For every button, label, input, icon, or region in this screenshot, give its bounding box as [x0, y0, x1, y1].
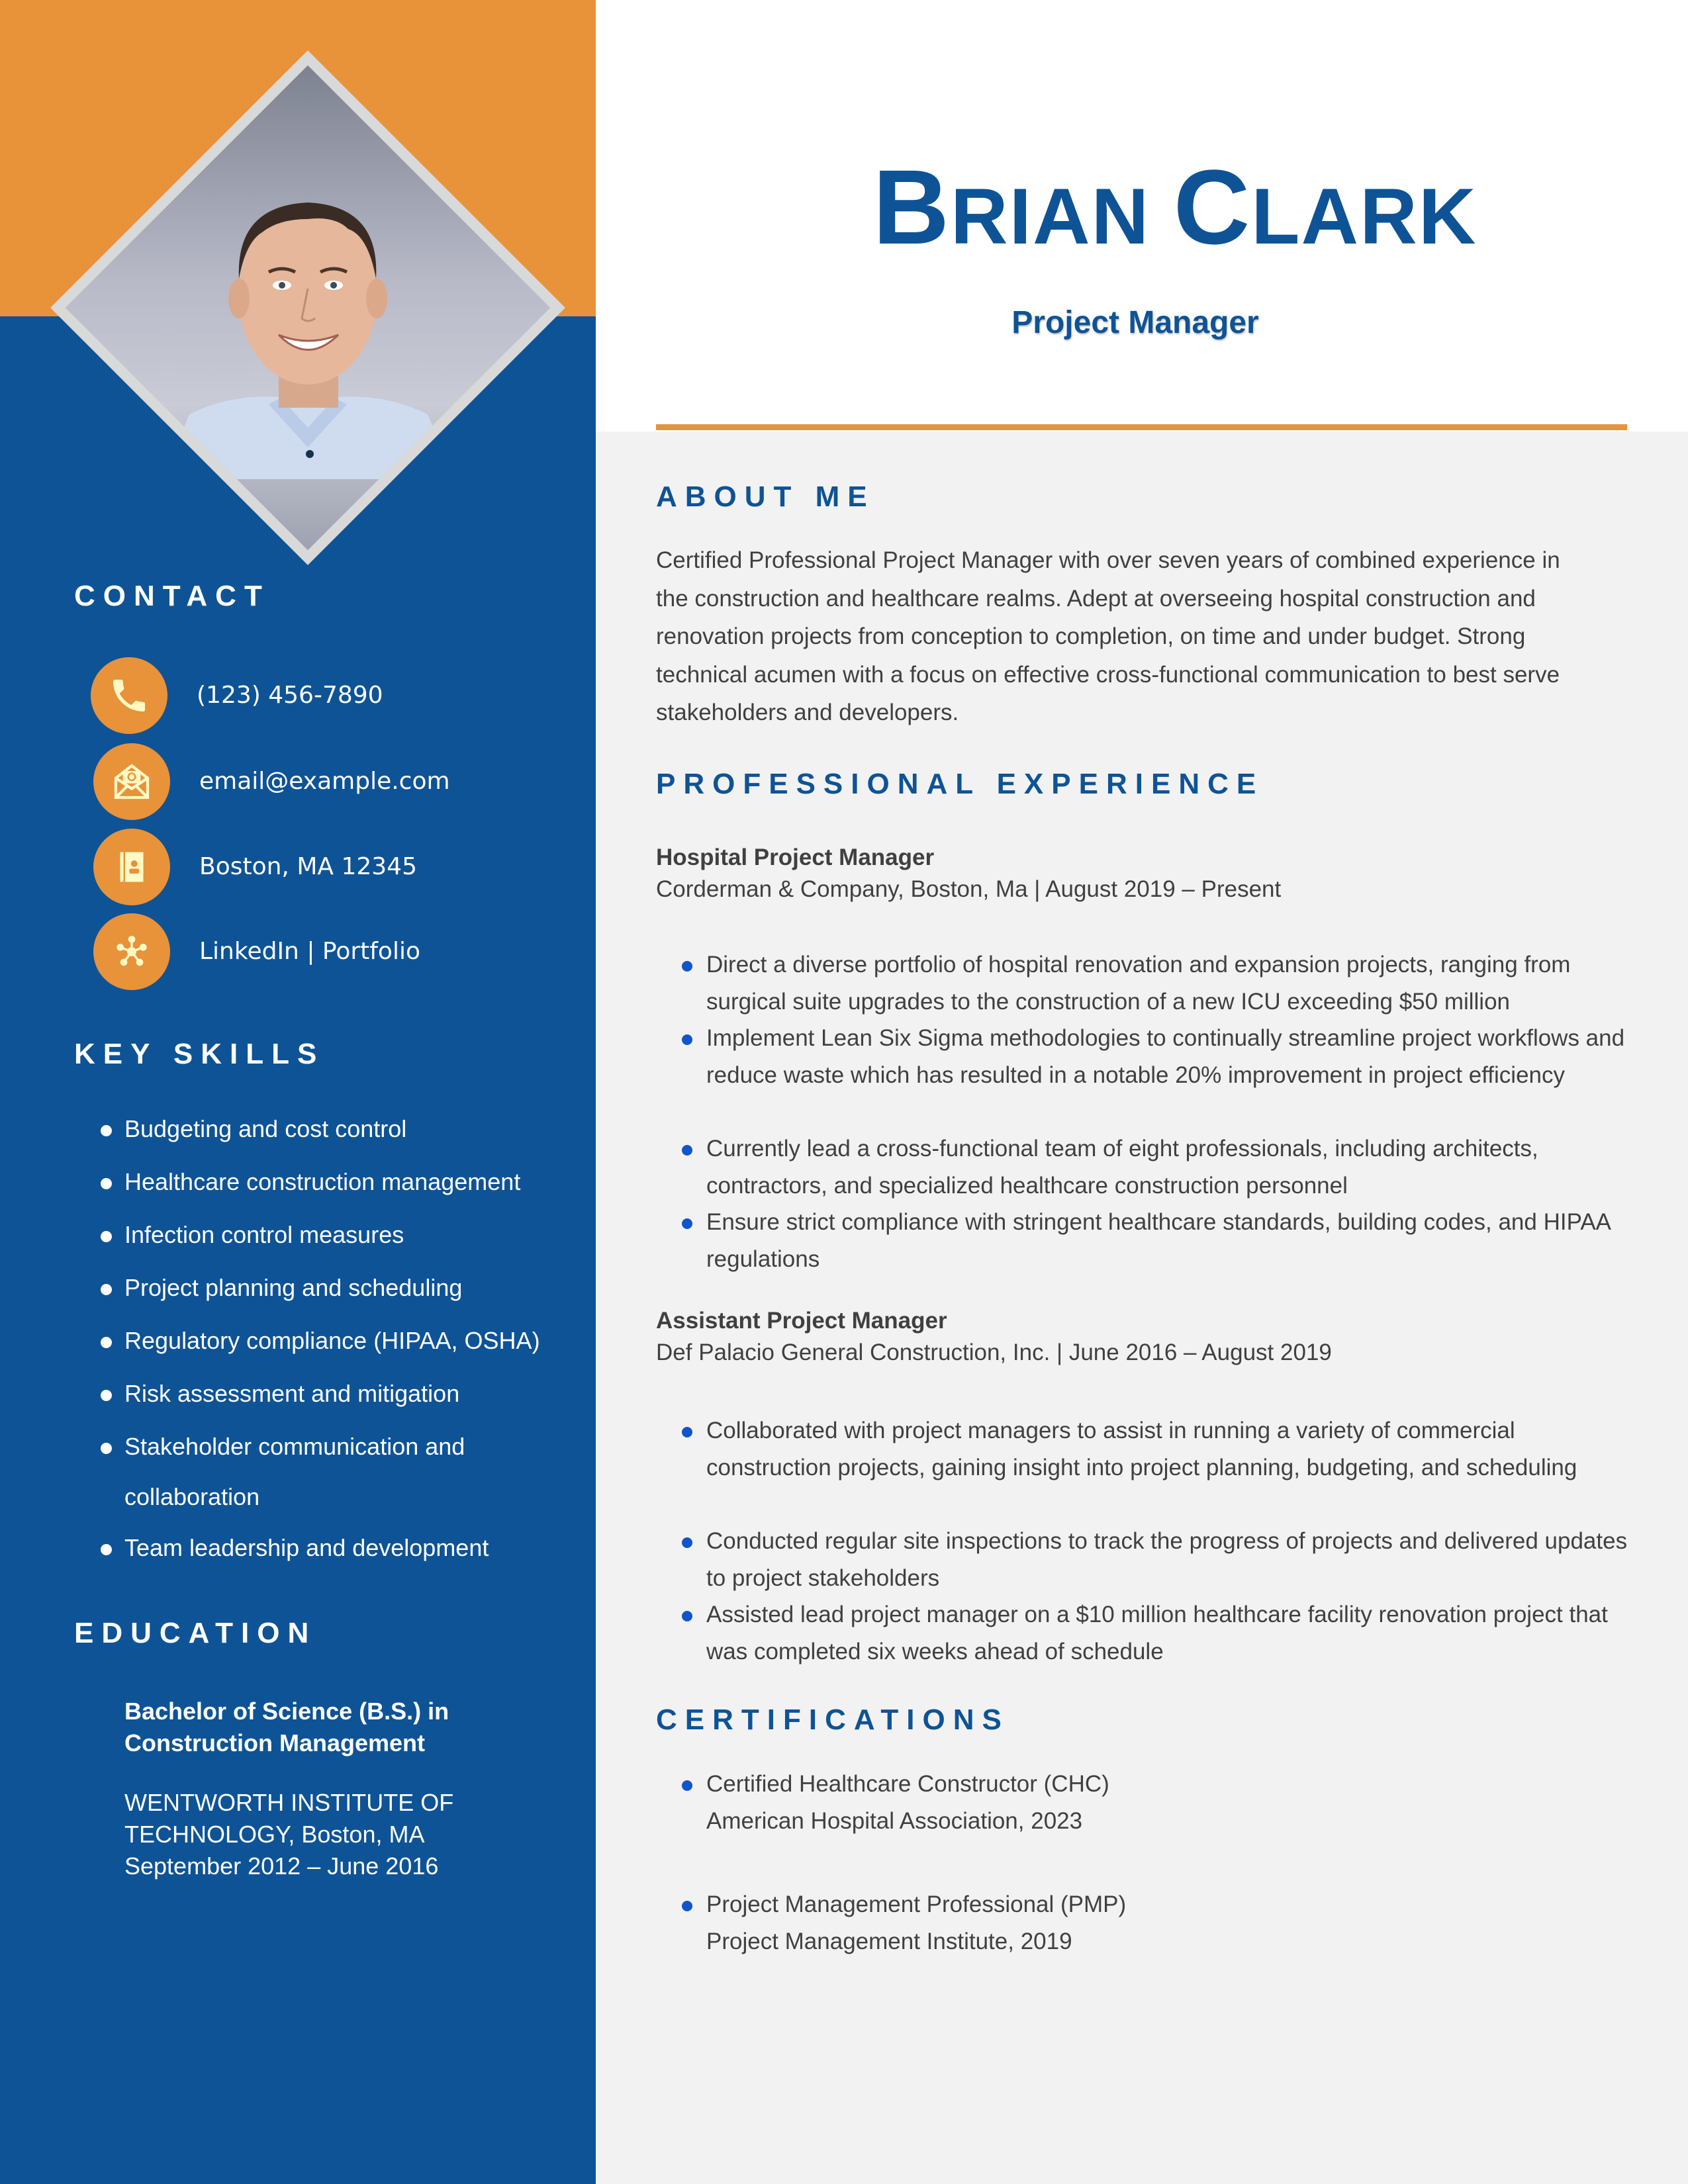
contact-address-text: Boston, MA 12345 — [199, 853, 417, 880]
bullet-dot — [682, 961, 692, 972]
education-degree: Bachelor of Science (B.S.) in Construction Management — [124, 1698, 449, 1756]
education-heading: EDUCATION — [74, 1617, 317, 1649]
candidate-role: Project Manager — [1011, 305, 1259, 340]
bullet-dot — [101, 1337, 112, 1348]
job-meta: Corderman & Company, Boston, Ma | August 2019 – Present — [656, 876, 1282, 902]
key-skills-heading: KEY SKILLS — [74, 1038, 325, 1070]
email-icon — [93, 743, 170, 820]
bullet-dot — [682, 1034, 692, 1045]
bullet-dot — [682, 1611, 692, 1621]
bullet-dot — [682, 1427, 692, 1437]
bullet-dot — [682, 1780, 692, 1791]
about-heading: ABOUT ME — [656, 480, 875, 513]
person-photo-illustration — [136, 136, 479, 479]
education-dates: September 2012 – June 2016 — [124, 1852, 439, 1880]
experience-heading: PROFESSIONAL EXPERIENCE — [656, 768, 1264, 800]
contact-links[interactable] — [91, 913, 567, 990]
certifications-heading: CERTIFICATIONS — [656, 1704, 1009, 1736]
contact-email-text[interactable]: email@example.com — [199, 768, 450, 795]
bullet-dot — [101, 1231, 112, 1242]
header-divider — [656, 424, 1627, 430]
bullet-dot — [101, 1390, 112, 1401]
bullet-dot — [101, 1544, 112, 1555]
network-icon — [93, 913, 170, 990]
bullet-dot — [101, 1178, 112, 1189]
bullet-dot — [682, 1218, 692, 1229]
contact-heading: CONTACT — [74, 580, 270, 612]
phone-icon — [91, 657, 167, 734]
job-title: Hospital Project Manager — [656, 844, 935, 870]
education-school: WENTWORTH INSTITUTE OF TECHNOLOGY, Boston, MA September 2012 – June 2016 — [124, 1787, 575, 1882]
bullet-dot — [101, 1284, 112, 1295]
candidate-name: BRIAN CLARK — [872, 148, 1477, 266]
bullet-dot — [682, 1145, 692, 1156]
about-text: Certified Professional Project Manager with over seven years of combined experience in the construction and healthcare realms. Adept at overseeing hospital construction and renovation projects from conception to completion, on time and under budget. Strong technical acumen with a focus on effective cross-functional communication to best serve stakeholders and developers. — [656, 547, 1560, 725]
contact-links-text[interactable]: LinkedIn | Portfolio — [199, 938, 420, 965]
contact-phone-text: (123) 456-7890 — [197, 682, 383, 709]
job-meta: Def Palacio General Construction, Inc. | June 2016 – August 2019 — [656, 1340, 1332, 1365]
contact-phone — [91, 657, 567, 734]
bullet-dot — [682, 1537, 692, 1548]
address-book-icon — [93, 829, 170, 905]
contact-email[interactable] — [91, 743, 567, 820]
contact-address — [91, 829, 567, 905]
bullet-dot — [101, 1125, 112, 1136]
bullet-dot — [682, 1901, 692, 1911]
job-title: Assistant Project Manager — [656, 1308, 947, 1334]
bullet-dot — [101, 1443, 112, 1454]
